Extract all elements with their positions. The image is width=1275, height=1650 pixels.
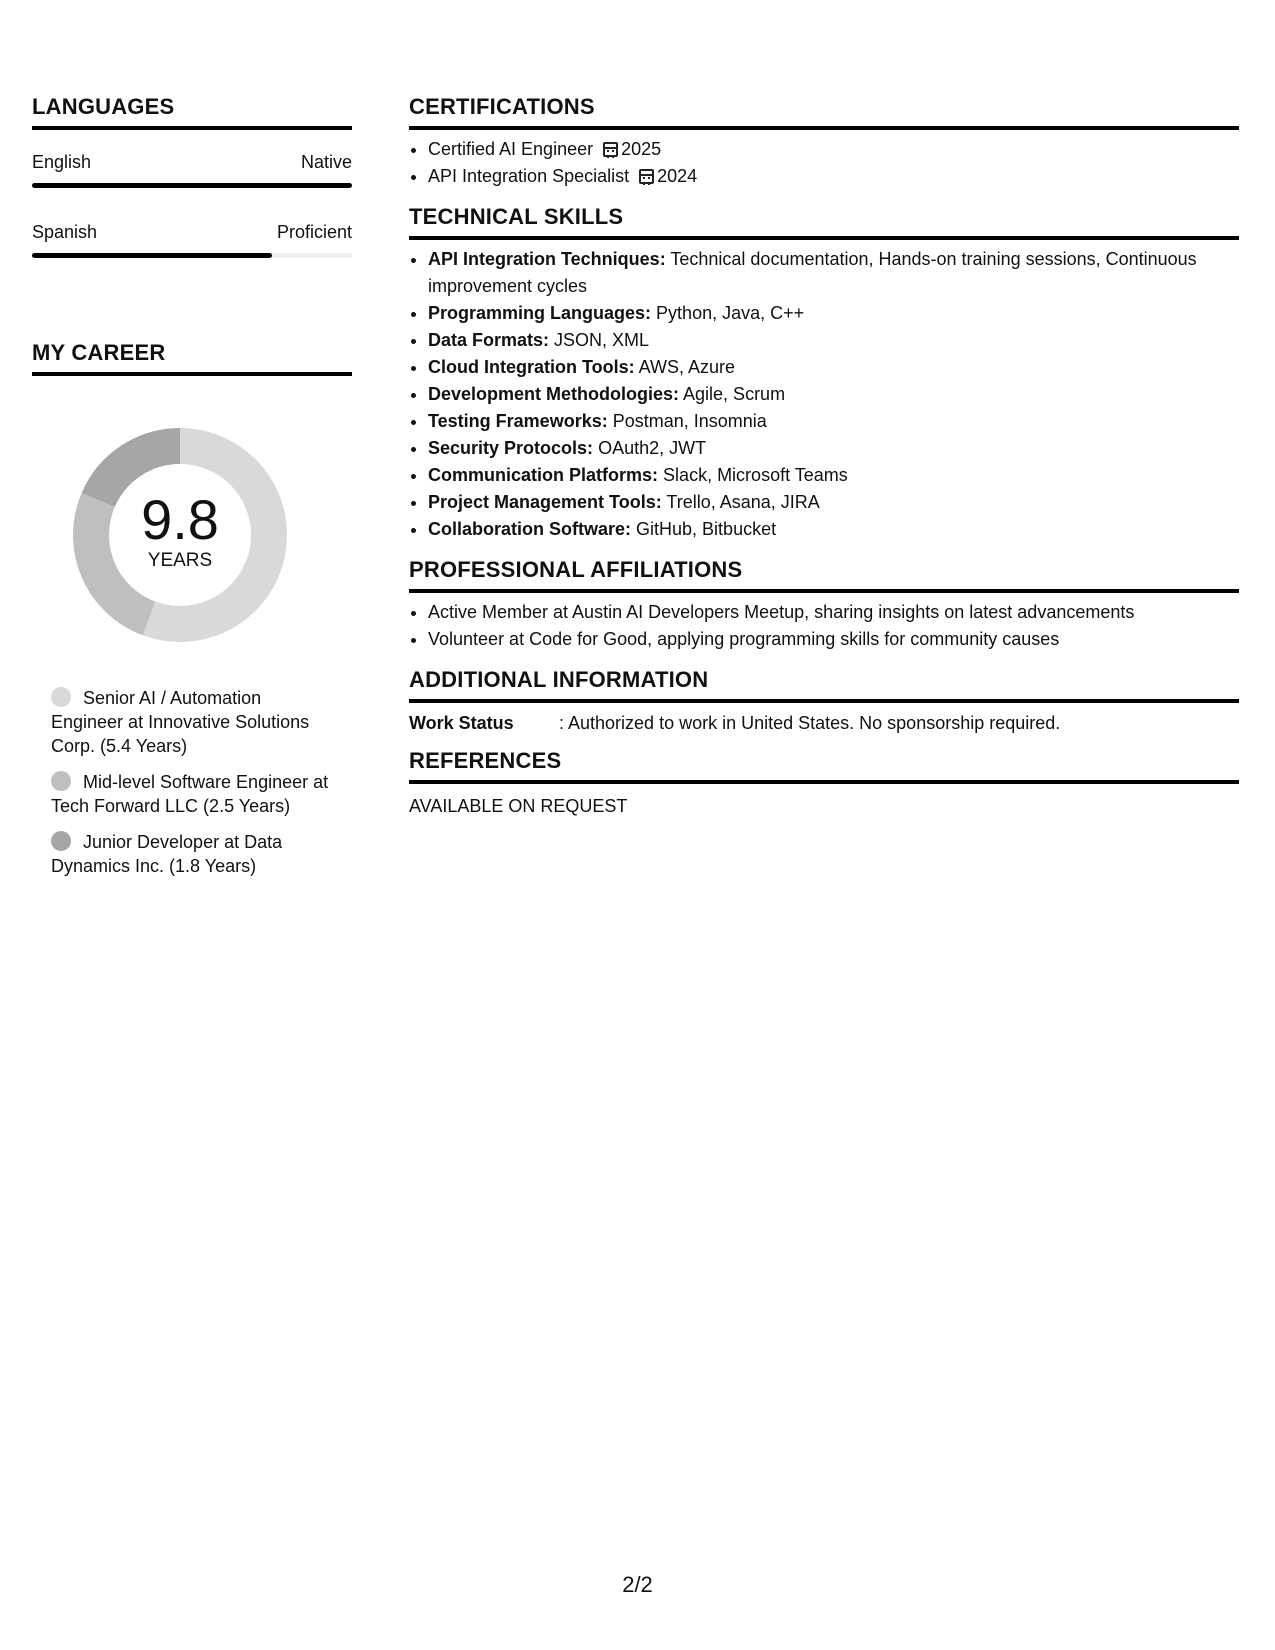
career-role-label: Junior Developer at Data Dynamics Inc. (1.8 Years) [51, 832, 283, 876]
career-legend-item [51, 686, 331, 758]
references-title: REFERENCES [409, 748, 1239, 784]
skill-value: Agile, Scrum [683, 384, 786, 404]
skill-value: Python, Java, C++ [656, 303, 805, 323]
language-level: Native [300, 152, 352, 172]
language-name: Spanish [32, 222, 98, 242]
additional-info-title: ADDITIONAL INFORMATION [409, 667, 1239, 703]
skill-item [428, 516, 1239, 543]
skill-value: AWS, Azure [638, 357, 736, 377]
language-item [32, 152, 352, 188]
technical-skills-title: TECHNICAL SKILLS [409, 204, 1239, 240]
career-section [32, 340, 352, 878]
skill-value: Slack, Microsoft Teams [663, 465, 848, 485]
career-legend-item [51, 830, 331, 878]
skill-label: Project Management Tools: [428, 492, 662, 512]
career-role-label: Senior AI / Automation Engineer at Innovative Solutions Corp. (5.4 Years) [51, 688, 310, 756]
skill-item [428, 435, 1239, 462]
language-bar [32, 253, 352, 258]
certification-item [428, 163, 1239, 190]
skill-value: GitHub, Bitbucket [636, 519, 777, 539]
career-years-unit: YEARS [147, 550, 213, 571]
skill-label: Communication Platforms: [428, 465, 659, 485]
language-level: Proficient [276, 222, 352, 242]
skill-value: JSON, XML [554, 330, 650, 350]
skill-item [428, 300, 1239, 327]
skill-item [428, 354, 1239, 381]
work-status-key: Work Status [409, 713, 514, 733]
language-bar-fill [32, 183, 352, 188]
work-status-row [409, 713, 1239, 734]
language-bar-fill [32, 253, 272, 258]
career-donut-chart [65, 420, 295, 650]
skill-value: Postman, Insomnia [612, 411, 767, 431]
skill-value: Technical documentation, Hands-on training sessions, Continuous improvement cycles [428, 249, 1197, 296]
legend-dot-icon [51, 687, 71, 707]
affiliations-list [409, 599, 1239, 653]
career-legend [51, 686, 331, 878]
references-section [409, 748, 1239, 817]
skill-label: Data Formats: [428, 330, 550, 350]
skill-item [428, 489, 1239, 516]
additional-info-section [409, 667, 1239, 734]
legend-dot-icon [51, 831, 71, 851]
skill-label: API Integration Techniques: [428, 249, 666, 269]
career-legend-item [51, 770, 331, 818]
certifications-section [409, 94, 1239, 190]
legend-dot-icon [51, 771, 71, 791]
right-column [409, 94, 1239, 831]
calendar-icon [603, 142, 618, 157]
affiliation-item: • Volunteer at Code for Good, applying programming skills for community causes [428, 626, 1239, 653]
certification-name: Certified AI Engineer [428, 139, 594, 159]
technical-skills-list [409, 246, 1239, 543]
skill-label: Security Protocols: [428, 438, 594, 458]
certifications-list [409, 136, 1239, 190]
affiliation-item: • Active Member at Austin AI Developers Meetup, sharing insights on latest advancements [428, 599, 1239, 626]
certification-year: 2024 [657, 166, 698, 186]
skill-label: Collaboration Software: [428, 519, 632, 539]
affiliations-section [409, 557, 1239, 653]
career-role-label: Mid-level Software Engineer at Tech Forward LLC (2.5 Years) [51, 772, 329, 816]
work-status-value: : Authorized to work in United States. No sponsorship required. [559, 713, 1061, 733]
skill-value: OAuth2, JWT [598, 438, 707, 458]
skill-item [428, 408, 1239, 435]
skill-label: Testing Frameworks: [428, 411, 608, 431]
career-total-years: 9.8 [141, 488, 219, 551]
left-column [32, 94, 352, 890]
page-number: 2/2 [622, 1572, 653, 1597]
certifications-title: CERTIFICATIONS [409, 94, 1239, 130]
calendar-icon [639, 169, 654, 184]
skill-label: Programming Languages: [428, 303, 652, 323]
certification-name: API Integration Specialist [428, 166, 630, 186]
skill-label: Cloud Integration Tools: [428, 357, 635, 377]
languages-title: LANGUAGES [32, 94, 352, 130]
language-bar [32, 183, 352, 188]
skill-item [428, 246, 1239, 300]
technical-skills-section [409, 204, 1239, 543]
affiliations-title: PROFESSIONAL AFFILIATIONS [409, 557, 1239, 593]
skill-label: Development Methodologies: [428, 384, 680, 404]
language-name: English [32, 152, 92, 172]
certification-year: 2025 [621, 139, 662, 159]
certification-item [428, 136, 1239, 163]
references-text: AVAILABLE ON REQUEST [409, 796, 628, 816]
skill-item [428, 381, 1239, 408]
skill-value: Trello, Asana, JIRA [666, 492, 820, 512]
skill-item [428, 462, 1239, 489]
career-title: MY CAREER [32, 340, 352, 376]
language-item [32, 222, 352, 258]
languages-section [32, 94, 352, 258]
skill-item [428, 327, 1239, 354]
donut-center [65, 420, 295, 650]
